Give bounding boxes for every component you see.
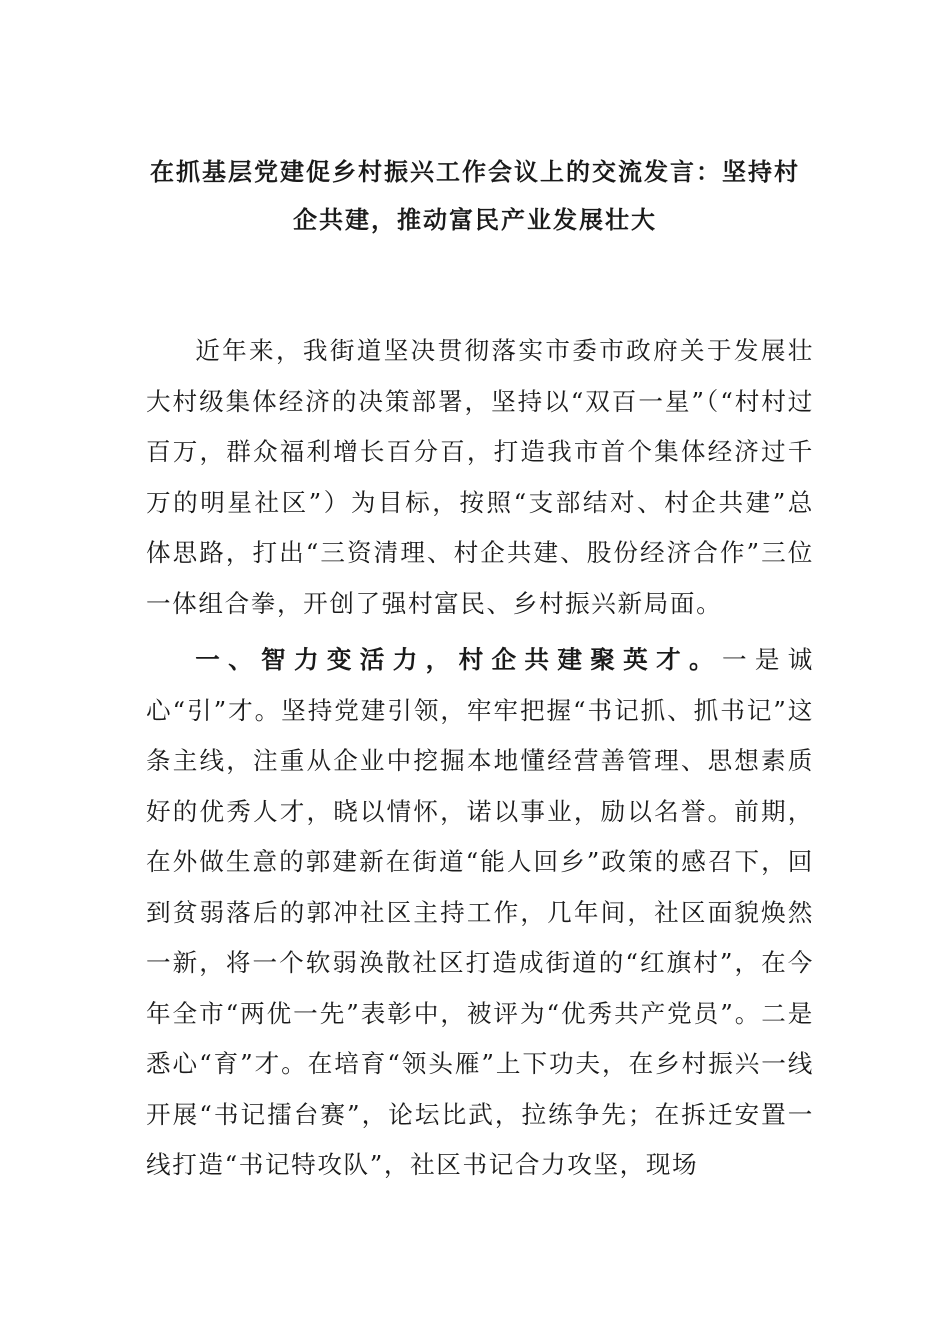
title-line-1: 在抓基层党建促乡村振兴工作会议上的交流发言：坚持村 bbox=[150, 158, 800, 186]
paragraph-text: 近年来，我街道坚决贯彻落实市委市政府关于发展壮大村级集体经济的决策部署，坚持以“双百一星”（“村村过百万，群众福利增长百分百，打造我市首个集体经济过千万的明星社区”）为目标，按照“支部结对、村企共建”总体思路，打出“三资清理、村企共建、股份经济合作”三位一体组合拳，开创了强村富民、乡村振兴新局面。 bbox=[146, 336, 814, 618]
document-body bbox=[146, 326, 814, 1191]
section-heading: 一、智力变活力，村企共建聚英才。 bbox=[195, 645, 722, 674]
paragraph-text: 一是诚心“引”才。坚持党建引领，牢牢把握“书记抓、抓书记”这条主线，注重从企业中挖掘本地懂经营善管理、思想素质好的优秀人才，晓以情怀，诺以事业，励以名誉。前期，在外做生意的郭建新在街道“能人回乡”政策的感召下，回到贫弱落后的郭冲社区主持工作，几年间，社区面貌焕然一新，将一个软弱涣散社区打造成街道的“红旗村”，在今年全市“两优一先”表彰中，被评为“优秀共产党员”。二是悉心“育”才。在培育“领头雁”上下功夫，在乡村振兴一线开展“书记擂台赛”，论坛比武，拉练争先；在拆迁安置一线打造“书记特攻队”，社区书记合力攻坚，现场 bbox=[146, 645, 814, 1179]
title-line-2: 企共建，推动富民产业发展壮大 bbox=[293, 206, 657, 234]
paragraph-intro bbox=[146, 326, 814, 629]
paragraph-section-1 bbox=[146, 635, 814, 1191]
document-title bbox=[150, 148, 800, 244]
